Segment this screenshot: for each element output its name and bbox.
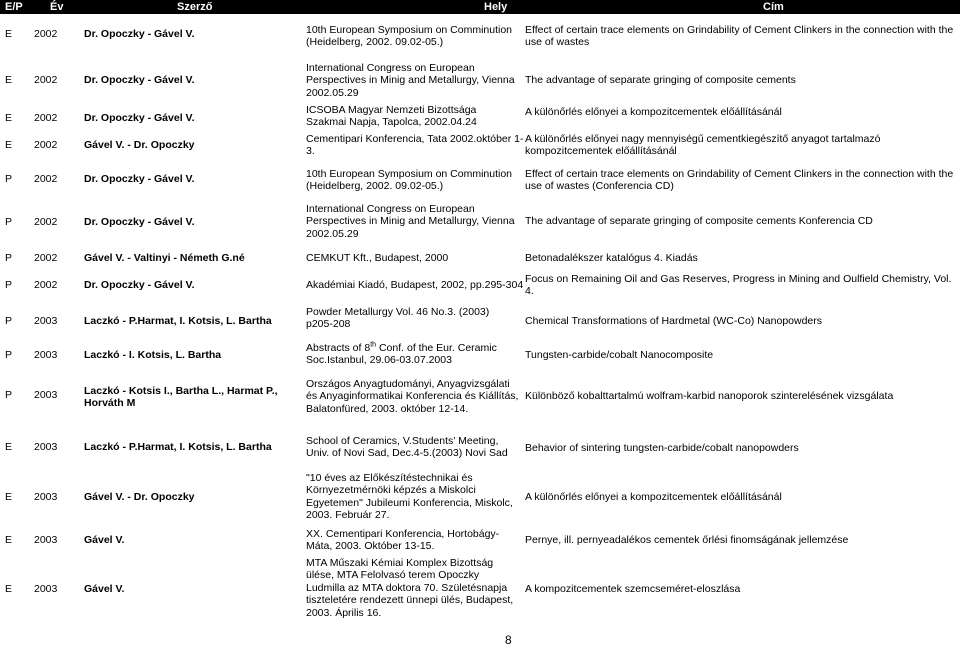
row-author: Dr. Opoczky - Gável V. bbox=[84, 112, 195, 124]
row-ep: E bbox=[5, 441, 13, 453]
row-year: 2002 bbox=[34, 173, 58, 185]
row-ep: E bbox=[5, 139, 13, 151]
row-title: A különőrlés előnyei a kompozitcementek előállításánál bbox=[525, 491, 782, 503]
row-year: 2003 bbox=[34, 534, 58, 546]
row-place: "10 éves az Előkészítéstechnikai és Környezetmérnöki képzés a Miskolci Egyetemen" Jubileumi Konferencia, Miskolc, 2003. Február 27. bbox=[306, 472, 513, 522]
row-year: 2002 bbox=[34, 216, 58, 228]
row-ep: E bbox=[5, 491, 13, 503]
header-place: Hely bbox=[484, 1, 508, 13]
row-title: Pernye, ill. pernyeadalékos cementek őrlési finomságának jellemzése bbox=[525, 534, 849, 546]
row-author: Gável V. - Dr. Opoczky bbox=[84, 139, 195, 151]
row-title: Focus on Remaining Oil and Gas Reserves, Progress in Mining and Oulfield Chemistry, Vol. 4. bbox=[525, 273, 952, 298]
row-author: Dr. Opoczky - Gável V. bbox=[84, 74, 195, 86]
row-place: 10th European Symposium on Comminution (Heidelberg, 2002. 09.02-05.) bbox=[306, 24, 513, 49]
row-title: The advantage of separate gringing of composite cements bbox=[525, 74, 796, 86]
row-title: A kompozitcementek szemcseméret-eloszlása bbox=[525, 583, 741, 595]
row-author: Gável V. bbox=[84, 534, 125, 546]
row-title: Betonadalékszer katalógus 4. Kiadás bbox=[525, 252, 698, 264]
row-title: Behavior of sintering tungsten-carbide/cobalt nanopowders bbox=[525, 442, 799, 454]
row-year: 2003 bbox=[34, 389, 58, 401]
row-ep: P bbox=[5, 252, 13, 264]
row-place: 10th European Symposium on Comminution (Heidelberg, 2002. 09.02-05.) bbox=[306, 168, 513, 193]
row-ep: E bbox=[5, 74, 13, 86]
row-author: Laczkó - I. Kotsis, L. Bartha bbox=[84, 349, 222, 361]
row-place: XX. Cementipari Konferencia, Hortobágy-Máta, 2003. Október 13-15. bbox=[306, 528, 500, 553]
row-ep: P bbox=[5, 349, 13, 361]
row-place: CEMKUT Kft., Budapest, 2000 bbox=[306, 252, 449, 264]
row-year: 2003 bbox=[34, 349, 58, 361]
row-place: ICSOBA Magyar Nemzeti Bizottsága Szakmai Napja, Tapolca, 2002.04.24 bbox=[306, 104, 477, 129]
row-title: Különböző kobalttartalmú wolfram-karbid nanoporok szinterelésének vizsgálata bbox=[525, 390, 894, 402]
row-year: 2003 bbox=[34, 491, 58, 503]
row-author: Gável V. - Valtinyi - Németh G.né bbox=[84, 252, 245, 264]
row-title: Effect of certain trace elements on Grindability of Cement Clinkers in the connection with the use of wastes (Conferencia CD) bbox=[525, 168, 954, 193]
row-title: Tungsten-carbide/cobalt Nanocomposite bbox=[525, 349, 714, 361]
row-ep: E bbox=[5, 583, 13, 595]
row-author: Gável V. bbox=[84, 583, 125, 595]
row-place-text: Abstracts of 8 bbox=[306, 342, 371, 354]
row-author: Dr. Opoczky - Gável V. bbox=[84, 173, 195, 185]
row-place bbox=[306, 342, 519, 367]
row-ep: P bbox=[5, 389, 13, 401]
row-author: Dr. Opoczky - Gável V. bbox=[84, 216, 195, 228]
header-ep: E/P bbox=[5, 1, 23, 13]
row-ep: P bbox=[5, 279, 13, 291]
row-author: Laczkó - Kotsis I., Bartha L., Harmat P., Horváth M bbox=[84, 385, 278, 410]
row-place: MTA Műszaki Kémiai Komplex Bizottság ülése, MTA Felolvasó terem Opoczky Ludmilla az MTA doktora 70. Születésnapja tiszteletére rendezett ünnepi ülés, Budapest, 2003. Április 16. bbox=[306, 557, 514, 619]
row-place: International Congress on European Perspectives in Minig and Metallurgy, Vienna 2002.05.29 bbox=[306, 62, 515, 99]
row-title: Effect of certain trace elements on Grindability of Cement Clinkers in the connection with the use of wastes bbox=[525, 24, 954, 49]
row-ep: P bbox=[5, 216, 13, 228]
row-year: 2002 bbox=[34, 74, 58, 86]
row-ep: E bbox=[5, 28, 13, 40]
row-title: The advantage of separate gringing of composite cements Konferencia CD bbox=[525, 215, 873, 227]
row-ep: P bbox=[5, 173, 13, 185]
row-place-sup: th bbox=[370, 341, 377, 349]
row-author: Laczkó - P.Harmat, I. Kotsis, L. Bartha bbox=[84, 315, 272, 327]
row-ep: P bbox=[5, 315, 13, 327]
row-year: 2002 bbox=[34, 28, 58, 40]
row-year: 2003 bbox=[34, 441, 58, 453]
table-header bbox=[0, 0, 960, 14]
row-year: 2002 bbox=[34, 112, 58, 124]
row-ep: E bbox=[5, 534, 13, 546]
row-author: Laczkó - P.Harmat, I. Kotsis, L. Bartha bbox=[84, 441, 272, 453]
row-author: Dr. Opoczky - Gável V. bbox=[84, 279, 195, 291]
row-ep: E bbox=[5, 112, 13, 124]
header-title: Cím bbox=[763, 1, 784, 13]
row-place: Országos Anyagtudományi, Anyagvizsgálati és Anyaginformatikai Konferencia és Kiállítás, Balatonfüred, 2003. október 12-14. bbox=[306, 378, 519, 415]
row-title: Chemical Transformations of Hardmetal (WC-Co) Nanopowders bbox=[525, 315, 823, 327]
row-place: Powder Metallurgy Vol. 46 No.3. (2003) p205-208 bbox=[306, 306, 490, 331]
row-place-text-rest: Conf. of the Eur. Ceramic Soc.Istanbul, 29.06-03.07.2003 bbox=[306, 342, 497, 367]
row-place: Akadémiai Kiadó, Budapest, 2002, pp.295-304 bbox=[306, 279, 524, 291]
row-year: 2003 bbox=[34, 583, 58, 595]
row-place: International Congress on European Perspectives in Minig and Metallurgy, Vienna 2002.05.29 bbox=[306, 203, 515, 240]
page-number: 8 bbox=[505, 633, 512, 647]
row-year: 2002 bbox=[34, 139, 58, 151]
row-year: 2003 bbox=[34, 315, 58, 327]
row-year: 2002 bbox=[34, 279, 58, 291]
row-title: A különőrlés előnyei a kompozitcementek előállításánál bbox=[525, 106, 782, 118]
header-year: Év bbox=[50, 1, 64, 13]
row-place: School of Ceramics, V.Students’ Meeting, Univ. of Novi Sad, Dec.4-5.(2003) Novi Sad bbox=[306, 435, 508, 460]
row-year: 2002 bbox=[34, 252, 58, 264]
row-author: Dr. Opoczky - Gável V. bbox=[84, 28, 195, 40]
row-title: A különőrlés előnyei nagy mennyiségű cementkiegészítő anyagot tartalmazó kompozitcementek előállításánál bbox=[525, 133, 881, 158]
row-author: Gável V. - Dr. Opoczky bbox=[84, 491, 195, 503]
header-author: Szerző bbox=[177, 1, 213, 13]
row-place: Cementipari Konferencia, Tata 2002.október 1-3. bbox=[306, 133, 524, 158]
